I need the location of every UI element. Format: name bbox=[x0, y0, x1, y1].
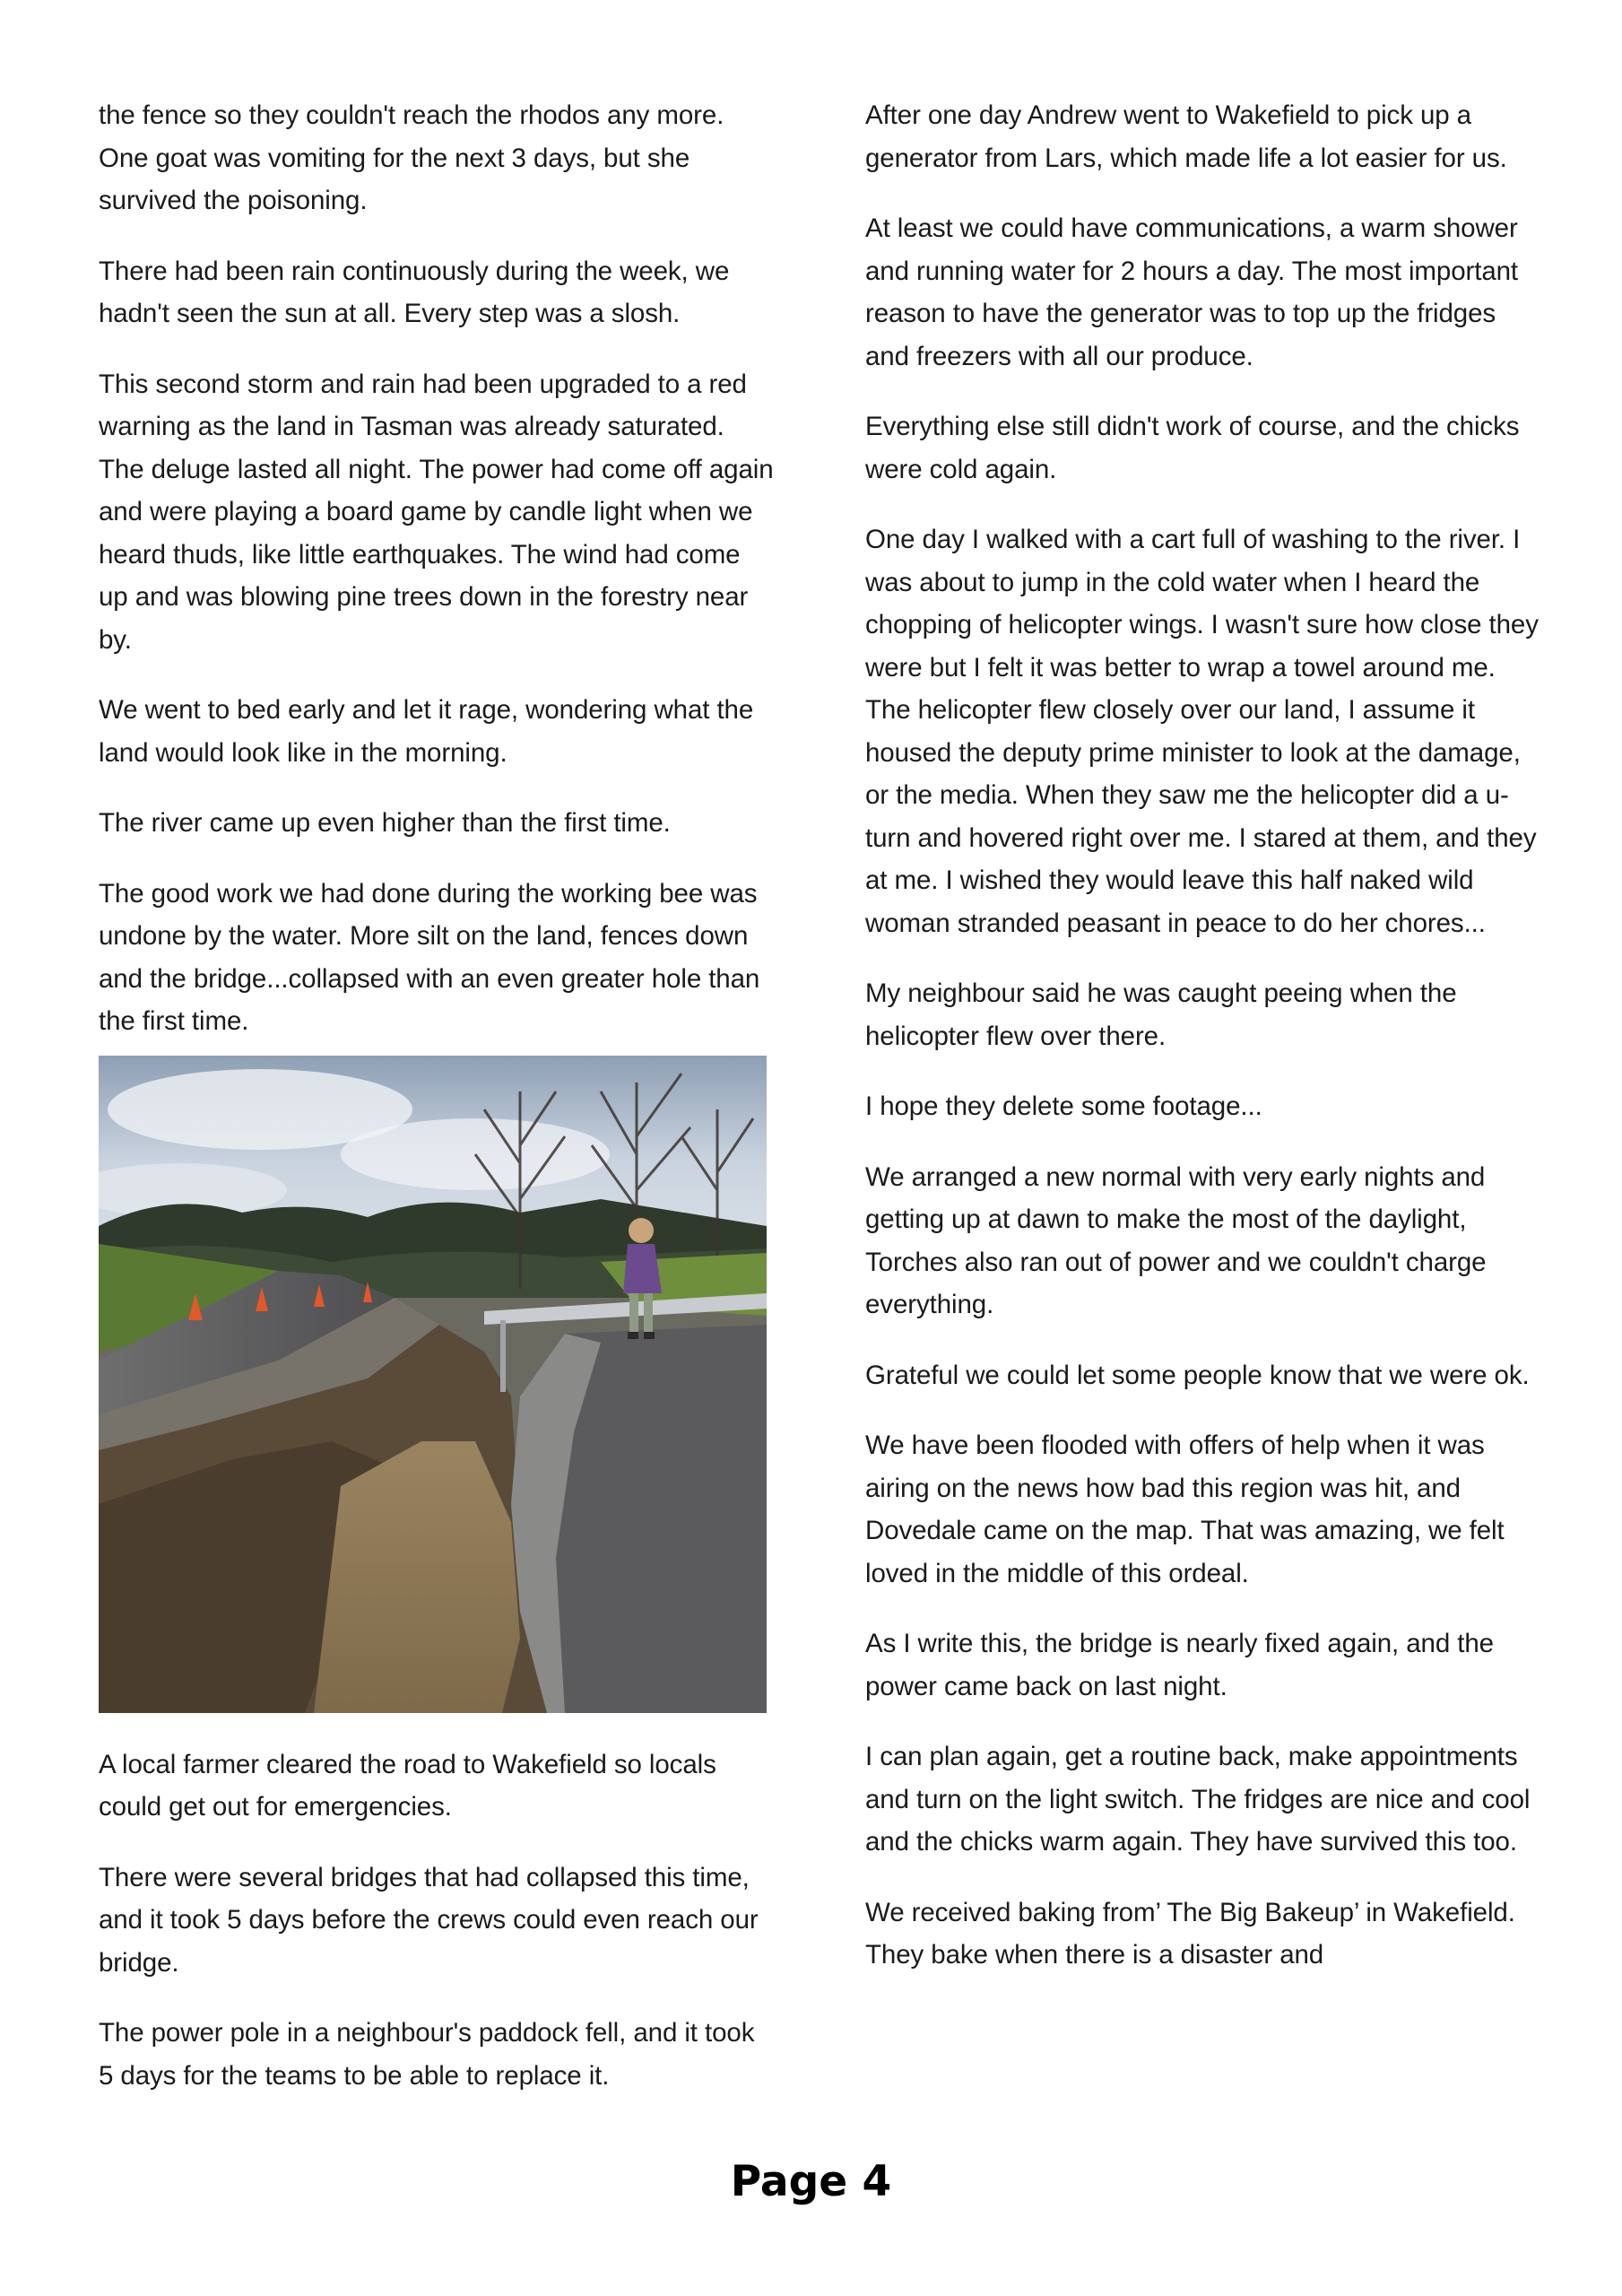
paragraph: We received baking from’ The Big Bakeup’ in Wakefield. They bake when there is a disaster and bbox=[865, 1897, 1515, 1970]
paragraph: I can plan again, get a routine back, make appointments and turn on the light switch. The fridges are nice and cool and the chicks warm again. They have survived this too. bbox=[865, 1742, 1531, 1857]
paragraph: There had been rain continuously during the week, we hadn't seen the sun at all. Every step was a slosh. bbox=[99, 256, 730, 328]
right-column bbox=[865, 94, 1542, 2005]
paragraph: My neighbour said he was caught peeing when the helicopter flew over there. bbox=[865, 978, 1457, 1051]
paragraph: The power pole in a neighbour's paddock fell, and it took 5 days for the teams to be able to replace it. bbox=[99, 2018, 755, 2091]
paragraph: the fence so they couldn't reach the rhodos any more. One goat was vomiting for the next 3 days, but she survived the poisoning. bbox=[99, 100, 724, 215]
paragraph: A local farmer cleared the road to Wakefield so locals could get out for emergencies. bbox=[99, 1749, 716, 1822]
paragraph: At least we could have communications, a warm shower and running water for 2 hours a day. The most important reason to have the generator was to top up the fridges and freezers with all our produce. bbox=[865, 213, 1519, 371]
paragraph: This second storm and rain had been upgraded to a red warning as the land in Tasman was already saturated. The deluge lasted all night. The power had come off again and were playing a board game by candle light when we heard thuds, like little earthquakes. The wind had come up and was blowing pine trees down in the forestry near by. bbox=[99, 369, 774, 655]
paragraph: The river came up even higher than the first time. bbox=[99, 808, 671, 838]
paragraph: There were several bridges that had collapsed this time, and it took 5 days before the crews could even reach our bridge. bbox=[99, 1862, 759, 1978]
paragraph: The good work we had done during the working bee was undone by the water. More silt on the land, fences down and the bridge...collapsed with an even greater hole than the first time. bbox=[99, 878, 760, 1036]
paragraph: We went to bed early and let it rage, wondering what the land would look like in the morning. bbox=[99, 695, 754, 768]
paragraph: One day I walked with a cart full of washing to the river. I was about to jump in the cold water when I heard the chopping of helicopter wings. I wasn't sure how close they were but I felt it was better to wrap a towel around me. The helicopter flew closely over our land, I assume it housed the deputy prime minister to look at the damage, or the media. When they saw me the helicopter did a u-turn and hovered right over me. I stared at them, and they at me. I wished they would leave this half naked wild woman stranded peasant in peace to do her chores... bbox=[865, 525, 1539, 938]
paragraph: After one day Andrew went to Wakefield to pick up a generator from Lars, which made life a lot easier for us. bbox=[865, 100, 1507, 173]
paragraph: As I write this, the bridge is nearly fixed again, and the power came back on last night. bbox=[865, 1629, 1494, 1701]
paragraph: Grateful we could let some people know that we were ok. bbox=[865, 1360, 1530, 1390]
left-column bbox=[99, 94, 776, 2125]
paragraph: I hope they delete some footage... bbox=[865, 1091, 1262, 1121]
paragraph: We arranged a new normal with very early nights and getting up at dawn to make the most of the daylight, Torches also ran out of power and we couldn't charge everything. bbox=[865, 1161, 1487, 1319]
page-number: Page 4 bbox=[730, 2157, 892, 2206]
collapsed-bridge-photo bbox=[99, 1056, 767, 1713]
paragraph: We have been flooded with offers of help when it was airing on the news how bad this region was hit, and Dovedale came on the map. That was amazing, we felt loved in the middle of this ordeal. bbox=[865, 1431, 1505, 1588]
paragraph: Everything else still didn't work of course, and the chicks were cold again. bbox=[865, 412, 1520, 484]
